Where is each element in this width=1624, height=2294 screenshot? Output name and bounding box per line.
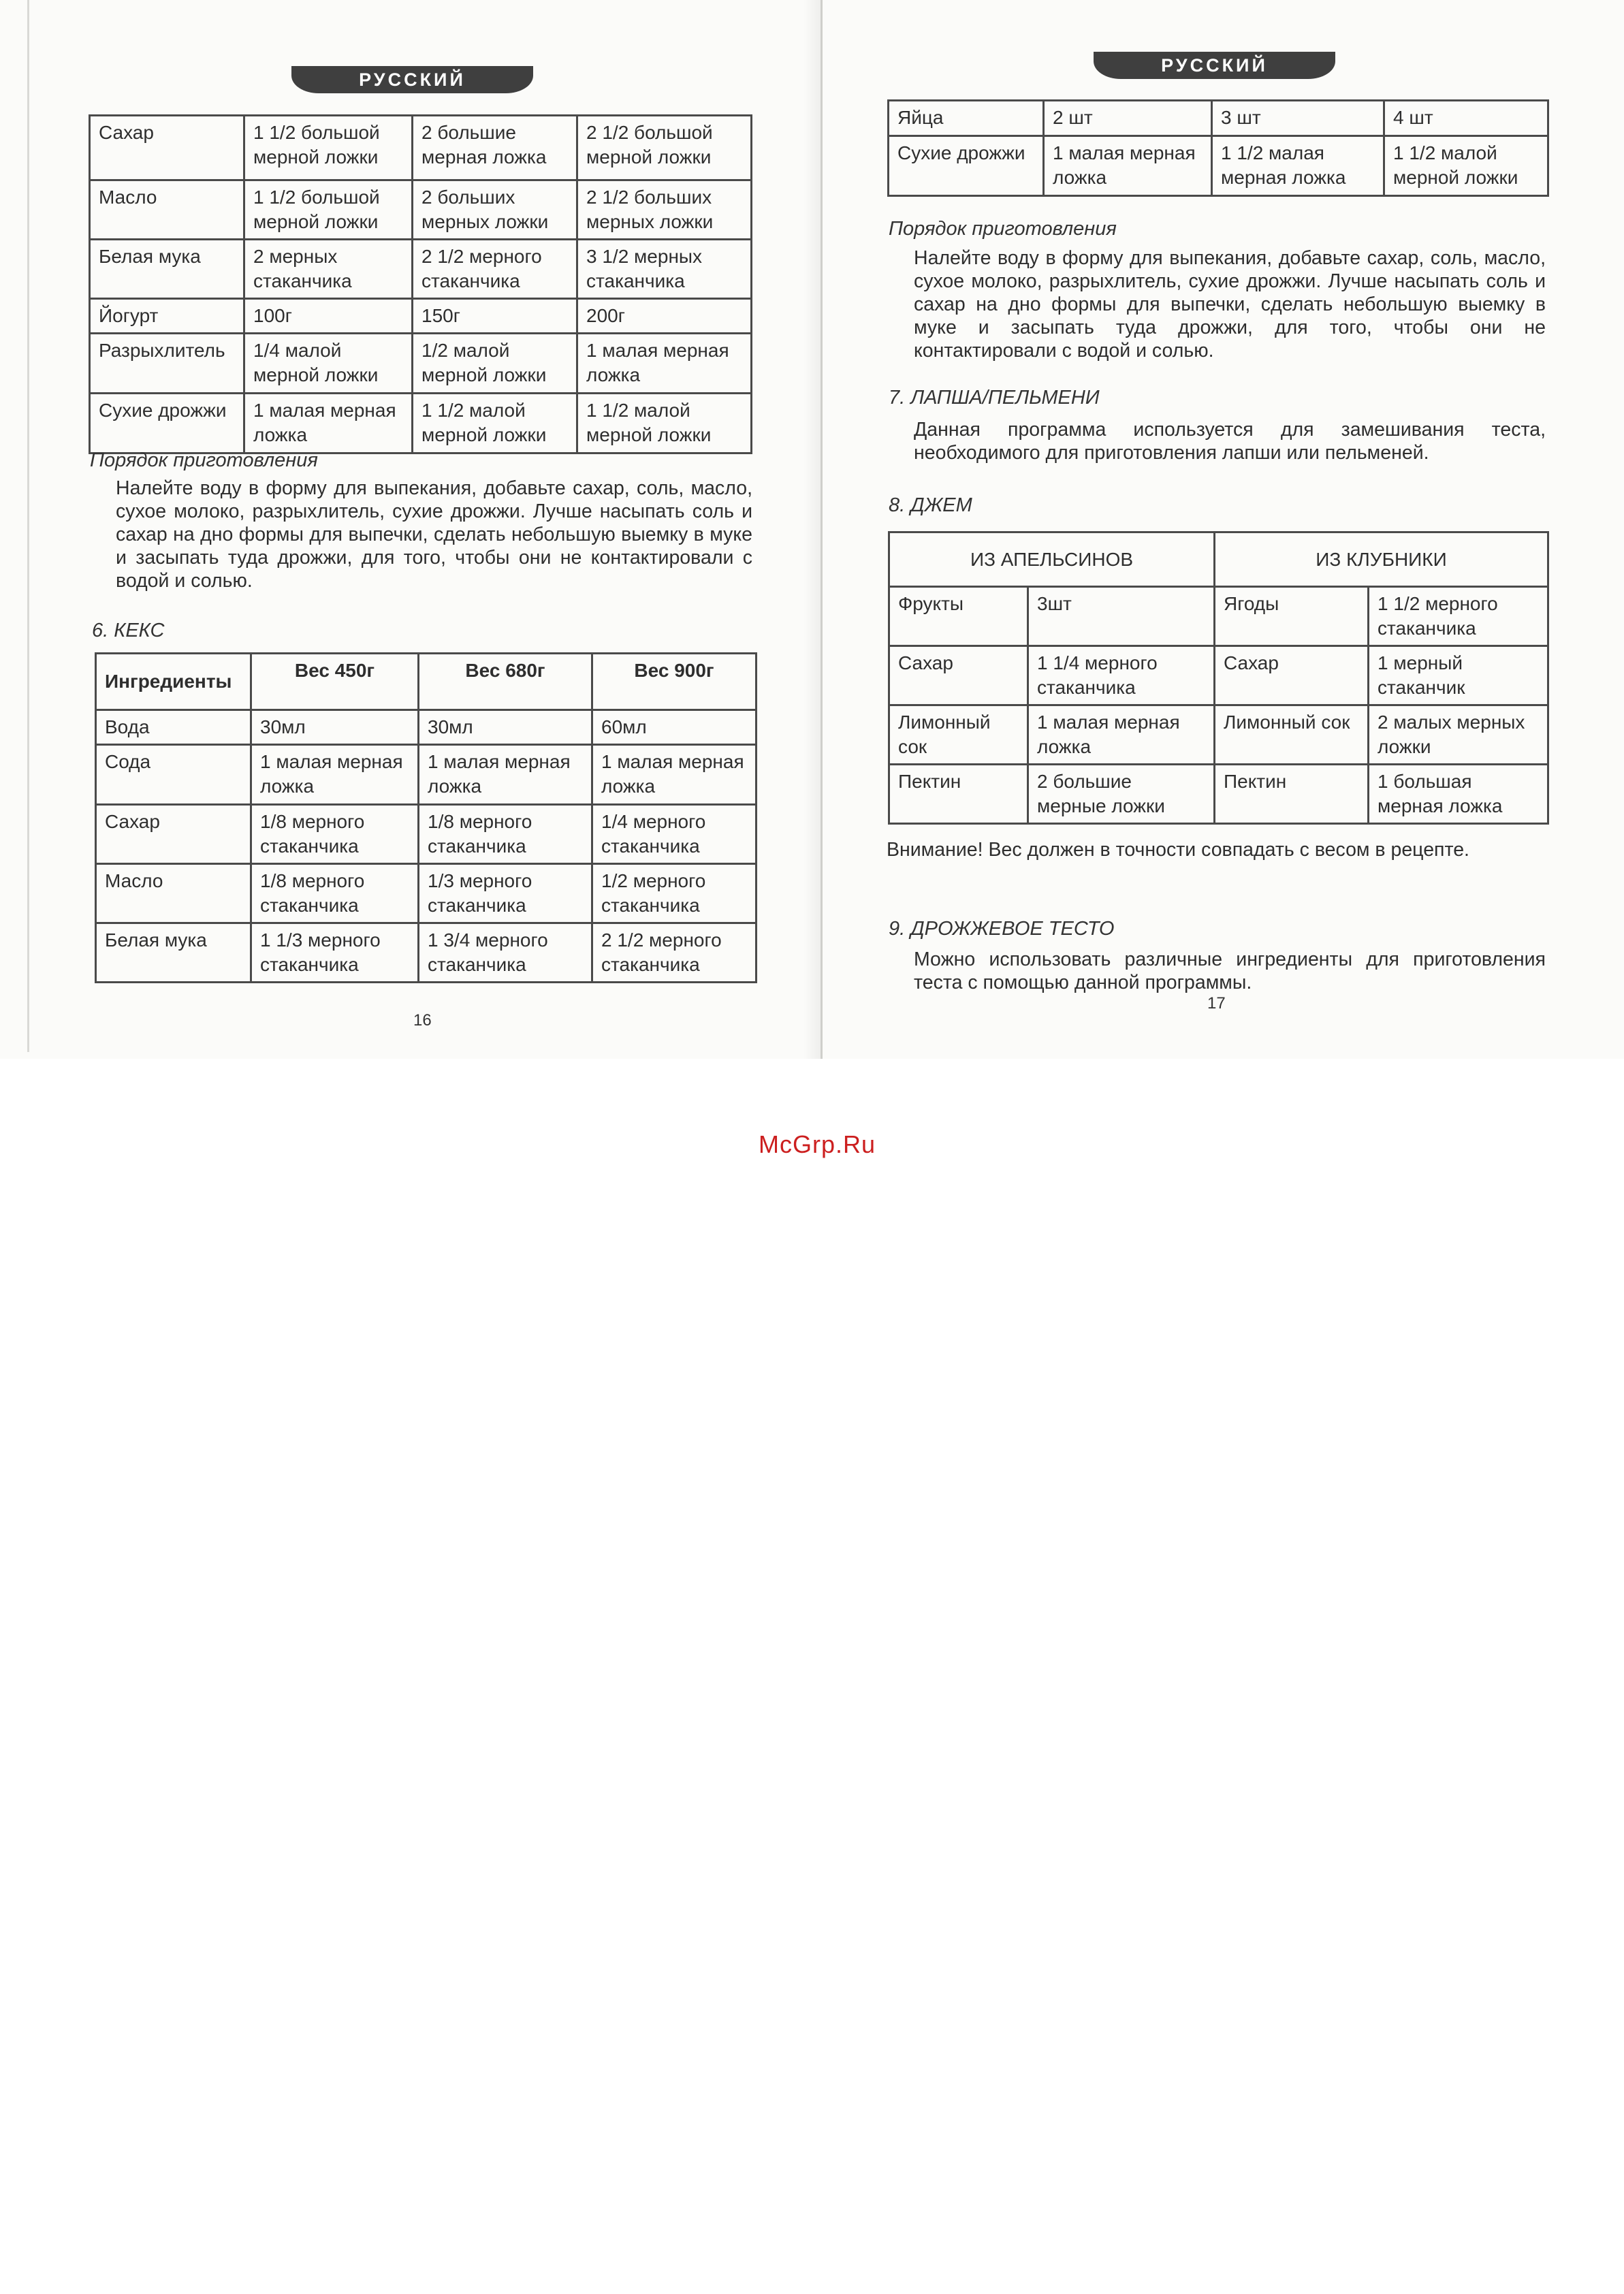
warning-note: Внимание! Вес должен в точности совпадать с весом в рецепте. [887,839,1469,861]
table-row [889,646,1548,705]
table-cell: 2 больших мерных ложки [413,180,577,240]
table-cell: 60мл [592,710,757,745]
table-cell: 1 малая мерная ложка [419,745,592,805]
table-cell: 1/8 мерного стаканчика [251,805,419,864]
table-cell: 1 большая мерная ложка [1369,765,1548,824]
table-cell: 2 шт [1044,101,1212,136]
table-cell: 1 1/3 мерного стаканчика [251,923,419,983]
jam-table [888,531,1549,825]
table-cell: 1 1/2 малой мерной ложки [1384,136,1548,196]
prep-title: Порядок приготовления [889,218,1117,240]
page-number: 16 [413,1011,432,1030]
table-cell: 1/8 мерного стаканчика [251,864,419,923]
table-cell: 1 малая мерная ложка [251,745,419,805]
table-cell: Масло [90,180,244,240]
table-cell: Пектин [889,765,1028,824]
table-cell: Пектин [1215,765,1369,824]
table-header-row [889,532,1548,587]
table-cell: 3 шт [1212,101,1384,136]
noodles-text: Данная программа используется для замешивания теста, необходимого для приготовления лапши или пельменей. [914,419,1546,464]
section-title-cake: 6. КЕКС [92,620,165,641]
table-cell: Йогурт [90,299,244,334]
table-cell: 150г [413,299,577,334]
yeast-dough-text: Можно использовать различные ингредиенты для приготовления теста с помощью данной программы. [914,949,1546,993]
table-cell: 1 1/2 мерного стаканчика [1369,587,1548,646]
table-row [90,240,752,299]
table-cell: 1 1/2 малой мерной ложки [413,394,577,453]
bread-ingredients-table [89,114,752,454]
table-cell: 3 1/2 мерных стаканчика [577,240,752,299]
table-cell: 2 1/2 больших мерных ложки [577,180,752,240]
table-cell: 2 малых мерных ложки [1369,705,1548,765]
table-cell: Ягоды [1215,587,1369,646]
column-header: ИЗ КЛУБНИКИ [1215,532,1548,587]
table-cell: 1 1/4 мерного стаканчика [1028,646,1215,705]
table-cell: Сахар [889,646,1028,705]
table-cell: 3шт [1028,587,1215,646]
table-cell: Сахар [1215,646,1369,705]
table-row [90,299,752,334]
table-cell: Белая мука [96,923,251,983]
table-row [96,745,757,805]
table-cell: 100г [244,299,413,334]
table-cell: Разрыхлитель [90,334,244,394]
column-header: Вес 680г [419,654,592,710]
table-cell: 1 малая мерная ложка [244,394,413,453]
table-cell: Сухие дрожжи [90,394,244,453]
site-watermark: McGrp.Ru [758,1130,876,1158]
table-cell: 1/3 мерного стаканчика [419,864,592,923]
prep-title: Порядок приготовления [90,449,318,471]
table-row [889,765,1548,824]
prep-text: Налейте воду в форму для выпекания, добавьте сахар, соль, масло, сухое молоко, разрыхлитель, сухие дрожжи. Лучше насыпать соль и сахар на дно формы для выпечки, сделать небольшую выемку в муке и засыпать туда дрожжи, для того, чтобы они не контактировали с водой и солью. [116,477,752,592]
table-cell: 1/2 мерного стаканчика [592,864,757,923]
table-cell: Лимонный сок [1215,705,1369,765]
table-cell: Вода [96,710,251,745]
table-cell: 200г [577,299,752,334]
column-header: Вес 450г [251,654,419,710]
column-header: Вес 900г [592,654,757,710]
eggs-yeast-table [887,99,1549,197]
table-cell: 1/8 мерного стаканчика [419,805,592,864]
table-cell: 1 малая мерная ложка [1044,136,1212,196]
table-cell: 30мл [419,710,592,745]
section-title-noodles: 7. ЛАПША/ПЕЛЬМЕНИ [889,387,1100,409]
spine-shadow [803,0,821,1059]
table-cell: 1 1/2 большой мерной ложки [244,116,413,180]
table-cell: 1 1/2 малой мерной ложки [577,394,752,453]
table-cell: 1 3/4 мерного стаканчика [419,923,592,983]
table-cell: Лимонный сок [889,705,1028,765]
table-row [96,710,757,745]
table-cell: Сахар [90,116,244,180]
left-page [89,0,752,1059]
table-row [889,705,1548,765]
table-cell: 2 большие мерная ложка [413,116,577,180]
table-cell: 1 1/2 большой мерной ложки [244,180,413,240]
table-cell: 1 малая мерная ложка [592,745,757,805]
section-title-yeast-dough: 9. ДРОЖЖЕВОЕ ТЕСТО [889,918,1115,940]
page-edge [27,0,29,1052]
section-title-jam: 8. ДЖЕМ [889,494,972,516]
table-header-row [96,654,757,710]
table-cell: 2 1/2 большой мерной ложки [577,116,752,180]
cake-ingredients-table [95,652,757,983]
table-row [889,136,1548,196]
table-cell: Сахар [96,805,251,864]
table-row [90,180,752,240]
table-cell: Сода [96,745,251,805]
table-cell: 1/2 малой мерной ложки [413,334,577,394]
table-cell: Сухие дрожжи [889,136,1044,196]
table-cell: 30мл [251,710,419,745]
prep-text: Налейте воду в форму для выпекания, добавьте сахар, соль, масло, сухое молоко, разрыхлитель, сухие дрожжи. Лучше насыпать соль и сахар на дно формы для выпечки, сделать небольшую выемку в муке и засыпать туда дрожжи, для того, чтобы они не контактировали с водой и солью. [914,247,1546,362]
table-cell: 2 1/2 мерного стаканчика [413,240,577,299]
language-tab: РУССКИЙ [1094,52,1335,79]
table-row [889,101,1548,136]
table-cell: 1 1/2 малая мерная ложка [1212,136,1384,196]
table-cell: Масло [96,864,251,923]
table-cell: 1/4 мерного стаканчика [592,805,757,864]
table-cell: 2 1/2 мерного стаканчика [592,923,757,983]
table-cell: 2 мерных стаканчика [244,240,413,299]
right-page [885,0,1549,1059]
table-cell: Фрукты [889,587,1028,646]
table-row [96,923,757,983]
table-row [96,805,757,864]
table-row [96,864,757,923]
table-cell: 1/4 малой мерной ложки [244,334,413,394]
table-cell: 1 мерный стаканчик [1369,646,1548,705]
table-row [889,587,1548,646]
table-cell: 1 малая мерная ложка [577,334,752,394]
table-cell: Белая мука [90,240,244,299]
language-tab: РУССКИЙ [291,66,533,93]
table-cell: Яйца [889,101,1044,136]
column-header: Ингредиенты [96,654,251,710]
table-row [90,116,752,180]
table-row [90,334,752,394]
table-row [90,394,752,453]
column-header: ИЗ АПЕЛЬСИНОВ [889,532,1215,587]
table-cell: 1 малая мерная ложка [1028,705,1215,765]
table-cell: 2 большие мерные ложки [1028,765,1215,824]
book-spine [821,0,823,1059]
page-number: 17 [1207,994,1226,1013]
table-cell: 4 шт [1384,101,1548,136]
